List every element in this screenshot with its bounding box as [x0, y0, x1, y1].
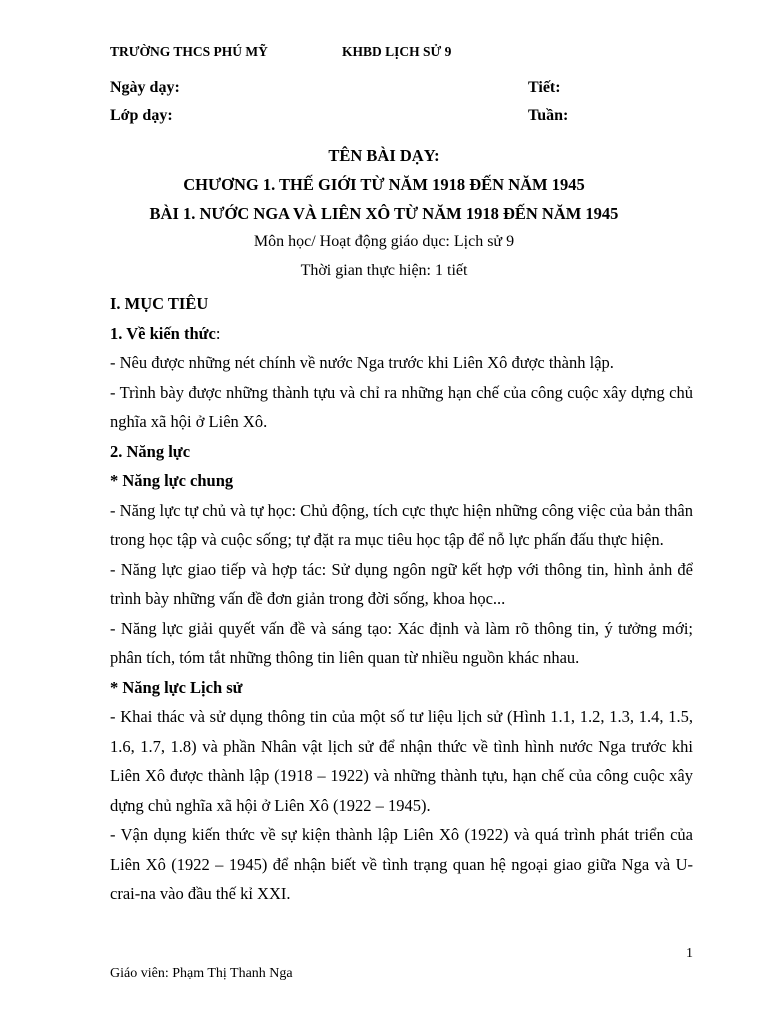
lesson-title: BÀI 1. NƯỚC NGA VÀ LIÊN XÔ TỪ NĂM 1918 ĐẾN NĂM 1945 — [149, 204, 619, 223]
knowledge-heading-line — [110, 319, 693, 349]
subject-line: Môn học/ Hoạt động giáo dục: Lịch sử 9 — [253, 233, 515, 250]
competence-heading: 2. Năng lực — [110, 441, 191, 461]
knowledge-item: - Trình bày được những thành tựu và chỉ ra những hạn chế của công cuộc xây dựng chủ nghĩa xã hội ở Liên Xô. — [110, 382, 693, 431]
history-competence-item: - Khai thác và sử dụng thông tin của một số tư liệu lịch sử (Hình 1.1, 1.2, 1.3, 1.4, 1.5, 1.6, 1.7, 1.8) và phần Nhân vật lịch sử để nhận thức về tình hình nước Nga trước khi Liên Xô được thành lập (1918 – 1922) và những thành tựu, hạn chế của công cuộc xây dựng chủ nghĩa xã hội ở Liên Xô (1922 – 1945). — [110, 707, 693, 815]
knowledge-heading: 1. Về kiến thức — [110, 323, 216, 343]
page-number: 1 — [686, 946, 693, 961]
duration-line: Thời gian thực hiện: 1 tiết — [300, 262, 468, 279]
chapter-title: CHƯƠNG 1. THẾ GIỚI TỪ NĂM 1918 ĐẾN NĂM 1945 — [183, 175, 585, 194]
general-competence-item: - Năng lực giao tiếp và hợp tác: Sử dụng ngôn ngữ kết hợp với thông tin, hình ảnh để trình bày những vấn đề đơn giản trong đời sống, khoa học... — [110, 559, 693, 608]
footer-teacher: Giáo viên: Phạm Thị Thanh Nga — [110, 966, 293, 981]
week-label: Tuần: — [528, 107, 569, 124]
general-competence-item: - Năng lực tự chủ và tự học: Chủ động, tích cực thực hiện những công việc của bản thân trong học tập và cuộc sống; tự đặt ra mục tiêu học tập để nỗ lực phấn đấu thực hiện. — [110, 500, 693, 549]
period-label: Tiết: — [528, 79, 561, 96]
class-label: Lớp dạy: — [110, 107, 173, 124]
section-heading-objectives: I. MỤC TIÊU — [110, 294, 209, 313]
lesson-body — [110, 289, 693, 909]
teaching-date-label: Ngày dạy: — [110, 79, 180, 96]
general-competence-heading: * Năng lực chung — [110, 471, 234, 490]
general-competence-item: - Năng lực giải quyết vấn đề và sáng tạo: Xác định và làm rõ thông tin, ý tưởng mới; phân tích, tóm tắt những thông tin liên quan từ nhiều nguồn khác nhau. — [110, 618, 693, 667]
knowledge-item: - Nêu được những nét chính về nước Nga trước khi Liên Xô được thành lập. — [110, 353, 614, 372]
history-competence-item: - Vận dụng kiến thức về sự kiện thành lập Liên Xô (1922) và quá trình phát triển của Liên Xô (1922 – 1945) để nhận biết về tình trạng quan hệ ngoại giao giữa Nga và U-crai-na vào đầu thế kỉ XXI. — [110, 825, 693, 903]
school-name: TRƯỜNG THCS PHÚ MỸ — [110, 44, 268, 59]
plan-title: KHBD LỊCH SỬ 9 — [342, 44, 452, 59]
knowledge-heading-colon: : — [215, 323, 221, 343]
lesson-name-label: TÊN BÀI DẠY: — [328, 146, 440, 165]
history-competence-heading: * Năng lực Lịch sử — [110, 677, 243, 697]
